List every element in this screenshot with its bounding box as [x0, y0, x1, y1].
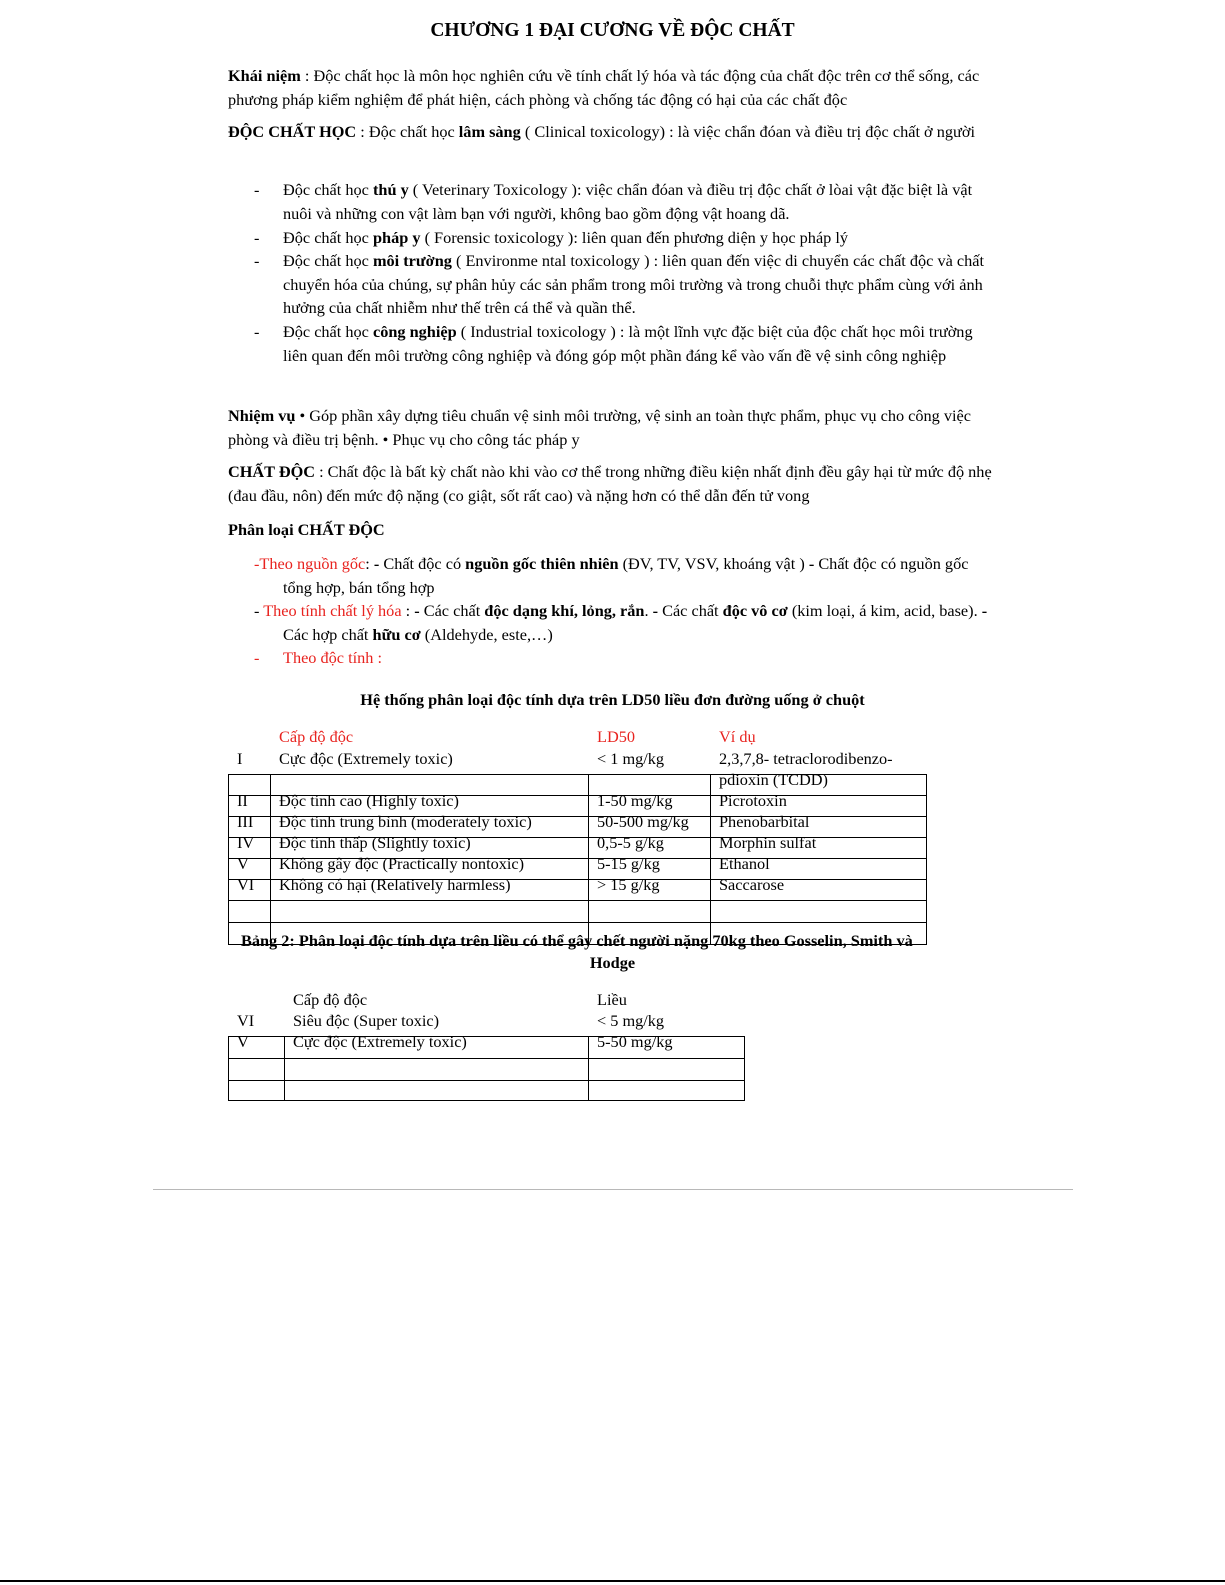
- table-rule: [228, 774, 229, 944]
- classification-dash: -: [254, 648, 260, 667]
- classification-bold: -: [808, 554, 815, 573]
- list-bullet: -: [254, 180, 260, 199]
- table-cell: Ethanol: [719, 854, 770, 873]
- table-rule: [228, 1058, 745, 1059]
- definition-label: Khái niệm: [228, 66, 301, 85]
- table1-header-level: Cấp độ độc: [279, 727, 354, 746]
- list-item-text: Độc chất học: [283, 322, 373, 341]
- table-cell: VI: [237, 1011, 255, 1030]
- classification-toxicity-label: Theo độc tính :: [283, 648, 383, 667]
- list-item-text: ( Environme ntal toxicology ) : liên quan đến việc di chuyển các chất độc và chất chuyển hóa của chúng, sự phân hủy các sản phẩm trong môi trường và trong chuỗi thực phẩm cùng với ảnh hưởng của chất nhiễm như thế trên cá thể và quần thể.: [283, 251, 985, 317]
- table-rule: [284, 1036, 285, 1100]
- toxicology-bold: lâm sàng: [458, 122, 521, 141]
- list-item-text: ( Veterinary Toxicology ): việc chẩn đóan và điều trị độc chất ở lòai vật đặc biệt là vật nuôi và những con vật làm bạn với người, không bao gồm động vật hoang dã.: [283, 180, 973, 223]
- table-cell: Picrotoxin: [719, 791, 787, 810]
- table-cell: Phenobarbital: [719, 812, 810, 831]
- list-item-text: Độc chất học: [283, 180, 373, 199]
- table-cell: Không có hại (Relatively harmless): [279, 875, 511, 894]
- footer-divider: [153, 1189, 1073, 1190]
- table-cell: 2,3,7,8- tetraclorodibenzo-: [719, 749, 893, 768]
- table-rule: [744, 1036, 745, 1100]
- table-cell: Độc tính thấp (Slightly toxic): [279, 833, 471, 852]
- mission-paragraph: [228, 404, 1000, 451]
- table-cell: Saccarose: [719, 875, 785, 894]
- classification-text: .: [644, 601, 653, 620]
- table-cell: V: [237, 854, 249, 873]
- list-item-text: Độc chất học: [283, 251, 373, 270]
- list-item-bold: pháp y: [372, 228, 421, 247]
- classification-bold: -: [652, 601, 659, 620]
- list-item-text: ( Forensic toxicology ): liên quan đến phương diện y học pháp lý: [420, 228, 849, 247]
- list-bullet: -: [254, 251, 260, 270]
- classification-text: Các hợp chất: [283, 624, 373, 644]
- classification-text: Chất độc có nguồn gốc tổng hợp, bán tổng hợp: [283, 554, 969, 597]
- toxicology-text-1: : Độc chất học: [356, 122, 459, 141]
- table-cell: Cực độc (Extremely toxic): [279, 749, 453, 768]
- classification-dash: -: [254, 601, 264, 620]
- list-item: [283, 249, 998, 320]
- classification-bold: độc dạng khí, lỏng, rắn: [484, 601, 645, 620]
- table-rule: [228, 1036, 229, 1100]
- list-bullet: -: [254, 228, 260, 247]
- poison-paragraph: [228, 460, 1000, 507]
- list-item-text: ( Industrial toxicology ) : là một lĩnh vực đặc biệt của độc chất học môi trường liên quan đến môi trường công nghiệp và đóng góp một phần đáng kể vào vấn đề vệ sinh công nghiệp: [283, 322, 973, 365]
- table-rule: [228, 1100, 745, 1101]
- classification-text: (Aldehyde, este,…): [420, 624, 553, 644]
- list-bullet: -: [254, 322, 260, 341]
- table-cell: Độc tính cao (Highly toxic): [279, 791, 459, 810]
- poison-text: : Chất độc là bất kỳ chất nào khi vào cơ thể trong những điều kiện nhất định đều gây hại từ mức độ nhẹ (đau đầu, nôn) đến mức độ nặng (co giật, sốt rất cao) và nặng hơn có thể dẫn đến tử vong: [228, 462, 992, 505]
- classification-bold: hữu cơ: [372, 624, 421, 644]
- list-item-bold: thú y: [372, 180, 409, 199]
- table1-header-example: Ví dụ: [719, 727, 756, 746]
- table-cell: III: [237, 812, 254, 831]
- toxicology-paragraph: [228, 120, 1000, 144]
- table2-header-level: Cấp độ độc: [293, 990, 368, 1009]
- table-cell: < 5 mg/kg: [597, 1011, 665, 1030]
- table-cell: 5-15 g/kg: [597, 854, 660, 873]
- classification-by-physchem: [254, 599, 1000, 646]
- classification-bold: độc vô cơ: [722, 601, 788, 620]
- table-cell: 1-50 mg/kg: [597, 791, 673, 810]
- table-rule: [588, 1036, 589, 1100]
- table-cell: Độc tính trung bình (moderately toxic): [279, 812, 532, 831]
- classification-source-label: Theo nguồn gốc: [259, 554, 366, 573]
- classification-text: Chất độc có: [379, 554, 466, 573]
- classification-text: (kim loại, á kim, acid, base).: [787, 601, 982, 620]
- definition-paragraph: [228, 64, 1000, 111]
- classification-text: (ĐV, TV, VSV, khoáng vật ): [618, 554, 809, 573]
- list-item: [283, 178, 998, 225]
- classification-text: :: [365, 554, 374, 573]
- table1-header-ld50: LD50: [597, 727, 635, 746]
- classification-physchem-label: Theo tính chất lý hóa: [263, 601, 402, 620]
- table-rule: [228, 900, 927, 901]
- table-rule: [228, 922, 927, 923]
- table-cell: VI: [237, 875, 255, 894]
- table-rule: [270, 774, 271, 944]
- table-cell: pdioxin (TCDD): [719, 770, 828, 789]
- classification-bold: -: [373, 554, 380, 573]
- classification-bold: nguồn gốc thiên nhiên: [465, 554, 619, 573]
- poison-label: CHẤT ĐỘC: [228, 462, 315, 481]
- definition-separator: :: [300, 66, 314, 85]
- mission-text: • Góp phần xây dựng tiêu chuẩn vệ sinh môi trường, vệ sinh an toàn thực phẩm, phục vụ cho công việc phòng và điều trị bệnh. • Phục vụ cho công tác pháp y: [228, 406, 972, 449]
- toxicology-text-2: ( Clinical toxicology) : là việc chẩn đóan và điều trị độc chất ở người: [520, 122, 975, 141]
- classification-by-source: [254, 552, 1000, 599]
- table-cell: II: [237, 791, 248, 810]
- table-rule: [588, 774, 589, 944]
- table-cell: V: [237, 1032, 249, 1051]
- classification-bold: -: [981, 601, 988, 620]
- table-cell: > 15 g/kg: [597, 875, 660, 894]
- table-rule: [710, 774, 711, 944]
- list-item-bold: công nghiệp: [372, 322, 457, 341]
- table-cell: I: [237, 749, 243, 768]
- list-item-bold: môi trường: [372, 251, 452, 270]
- classification-text: :: [401, 601, 415, 620]
- classification-text: Các chất: [658, 601, 723, 620]
- table-cell: 5-50 mg/kg: [597, 1032, 673, 1051]
- mission-label: Nhiệm vụ: [228, 406, 296, 425]
- table-cell: Không gây độc (Practically nontoxic): [279, 854, 525, 873]
- table-cell: IV: [237, 833, 255, 852]
- table-cell: 50-500 mg/kg: [597, 812, 689, 831]
- table-rule: [228, 1080, 745, 1081]
- chapter-title: CHƯƠNG 1 ĐẠI CƯƠNG VỀ ĐỘC CHẤT: [430, 20, 795, 41]
- list-item-text: Độc chất học: [283, 228, 373, 247]
- table-cell: Siêu độc (Super toxic): [293, 1011, 440, 1030]
- list-item: [283, 226, 998, 250]
- table-cell: Cực độc (Extremely toxic): [293, 1032, 467, 1051]
- table-cell: < 1 mg/kg: [597, 749, 665, 768]
- page-bottom-border: [0, 1580, 1225, 1582]
- toxicology-label: ĐỘC CHẤT HỌC: [228, 122, 357, 141]
- table-rule: [926, 774, 927, 944]
- definition-text: Độc chất học là môn học nghiên cứu về tính chất lý hóa và tác động của chất độc trên cơ thể sống, các phương pháp kiểm nghiệm để phát hiện, cách phòng và chống tác động có hại của các chất độc: [228, 66, 980, 109]
- table-cell: 0,5-5 g/kg: [597, 833, 664, 852]
- table2-header-dose: Liều: [597, 990, 627, 1009]
- table2-title-line2: Hodge: [589, 953, 636, 972]
- classification-dash: -: [254, 554, 260, 573]
- classification-text: Các chất: [419, 601, 485, 620]
- table-cell: Morphin sulfat: [719, 833, 817, 852]
- table2-title-line1: Bảng 2: Phân loại độc tính dựa trên liều có thể gây chết người nặng 70kg theo Gosselin, Smith và: [241, 931, 913, 950]
- list-item: [283, 320, 998, 367]
- classification-heading: Phân loại CHẤT ĐỘC: [228, 520, 385, 539]
- table1-title: Hệ thống phân loại độc tính dựa trên LD50 liều đơn đường uống ở chuột: [360, 690, 865, 709]
- classification-bold: -: [414, 601, 420, 620]
